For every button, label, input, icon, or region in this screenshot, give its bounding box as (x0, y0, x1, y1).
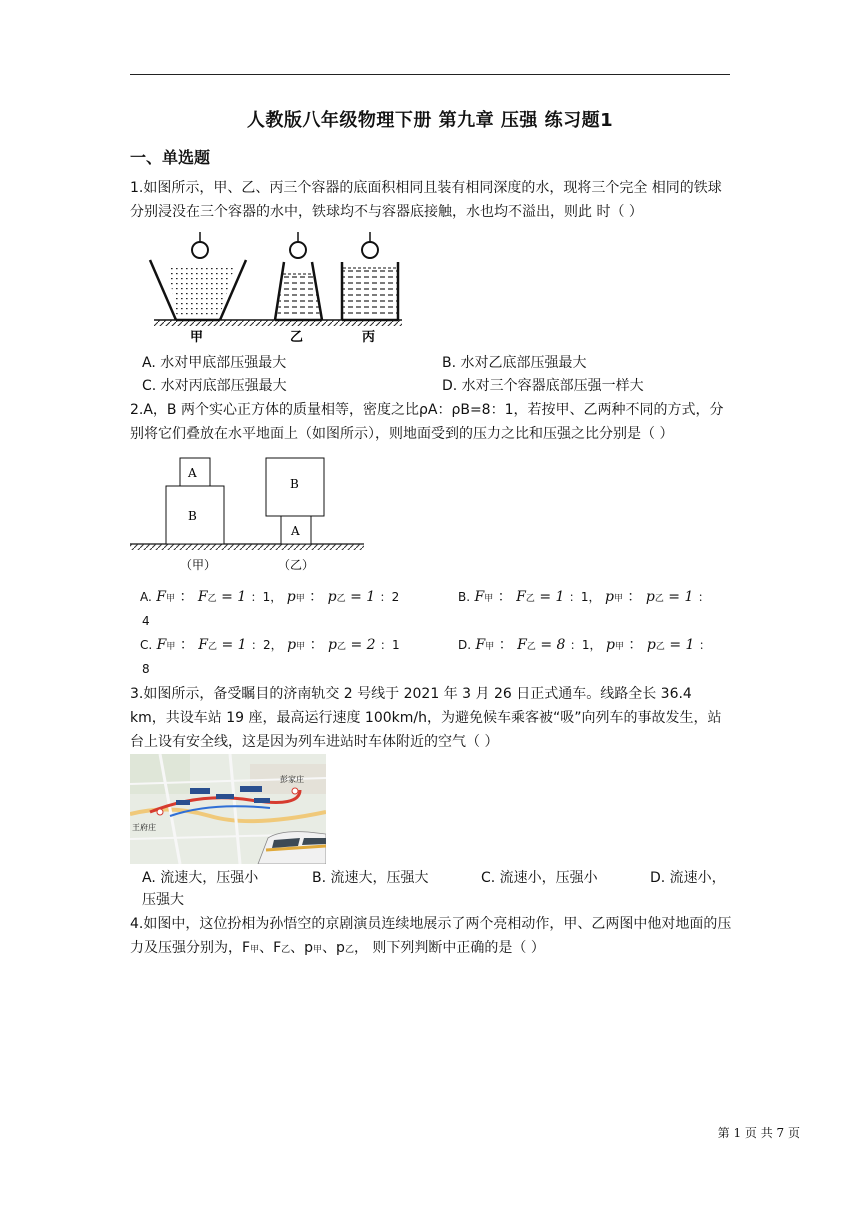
cube-b-label-jia: B (188, 509, 197, 523)
q2-option-d: D. F甲 ： F乙 = 8 ：1， p甲 ： p乙 = 1 ： (458, 637, 711, 653)
section-heading: 一、单选题 (130, 148, 211, 167)
fig-label-yi: （乙） (278, 558, 315, 572)
question-1-text: 1.如图所示，甲、乙、丙三个容器的底面积相同且装有相同深度的水，现将三个完全 相同的铁球分别浸没在三个容器的水中，铁球均不与容器底接触，水也均不溢出，则此 时（ ） (130, 180, 722, 220)
q3-option-d-wrap: 压强大 (142, 892, 184, 908)
label-bing: 丙 (362, 330, 376, 345)
container-yi (275, 232, 322, 320)
container-jia (150, 232, 246, 320)
q2-option-b-wrap: 4 (142, 614, 150, 628)
header-rule (130, 74, 730, 75)
label-jia: 甲 (190, 330, 204, 345)
cube-a-label-yi: A (291, 524, 300, 538)
cube-b-label-yi: B (290, 477, 299, 491)
map-label-west: 王府庄 (132, 823, 156, 832)
q1-option-c: C. 水对丙底部压强最大 (142, 378, 287, 394)
fig-label-jia: （甲） (180, 558, 217, 572)
q3-option-b: B. 流速大，压强大 (312, 870, 429, 886)
q1-option-b: B. 水对乙底部压强最大 (442, 355, 587, 371)
q1-option-d: D. 水对三个容器底部压强一样大 (442, 378, 644, 394)
q2-option-b: B. F甲 ： F乙 = 1 ：1， p甲 ： p乙 = 1 ： (458, 589, 710, 605)
q2-option-a: A. F甲 ： F乙 = 1 ：1， p甲 ： p乙 = 1 ：2 (140, 589, 400, 605)
page-title: 人教版八年级物理下册 第九章 压强 练习题1 (246, 110, 614, 131)
cube-a-label-jia: A (188, 466, 197, 480)
q1-option-a: A. 水对甲底部压强最大 (142, 355, 287, 371)
question-2-text: 2.A，B 两个实心正方体的质量相等，密度之比ρA：ρB=8：1，若按甲、乙两种不同的方式，分别将它们叠放在水平地面上（如图所示），则地面受到的压力之比和压强之比分别是（ ） (130, 402, 724, 442)
q3-option-d: D. 流速小， (650, 870, 726, 886)
page-footer: 第 1 页 共 7 页 (717, 1126, 800, 1140)
rail-map-photo (130, 754, 326, 864)
question-4-text: 4.如图中，这位扮相为孙悟空的京剧演员连续地展示了两个亮相动作，甲、乙两图中他对地面的压力及压强分别为，F甲、F乙、p甲、p乙， 则下列判断中正确的是（ ） (130, 916, 732, 956)
q3-option-a: A. 流速大，压强小 (142, 870, 259, 886)
map-label-east: 彭家庄 (280, 775, 304, 784)
container-bing (342, 232, 398, 320)
question-3-text: 3.如图所示，备受瞩目的济南轨交 2 号线于 2021 年 3 月 26 日正式通车。线路全长 36.4 km，共设车站 19 座，最高运行速度 100km/h，为避免候车乘客被“吸”向列车的事故发生，站台上设有安全线，这是因为列车进站时车体附近的空气（ ） (130, 686, 722, 750)
question-2-figure (128, 452, 368, 576)
q2-option-c: C. F甲 ： F乙 = 1 ：2， p甲 ： p乙 = 2 ：1 (140, 637, 400, 653)
q3-option-c: C. 流速小，压强小 (481, 870, 598, 886)
question-1-figure (140, 232, 410, 348)
q2-option-d-wrap: 8 (142, 662, 150, 676)
label-yi: 乙 (290, 330, 304, 345)
